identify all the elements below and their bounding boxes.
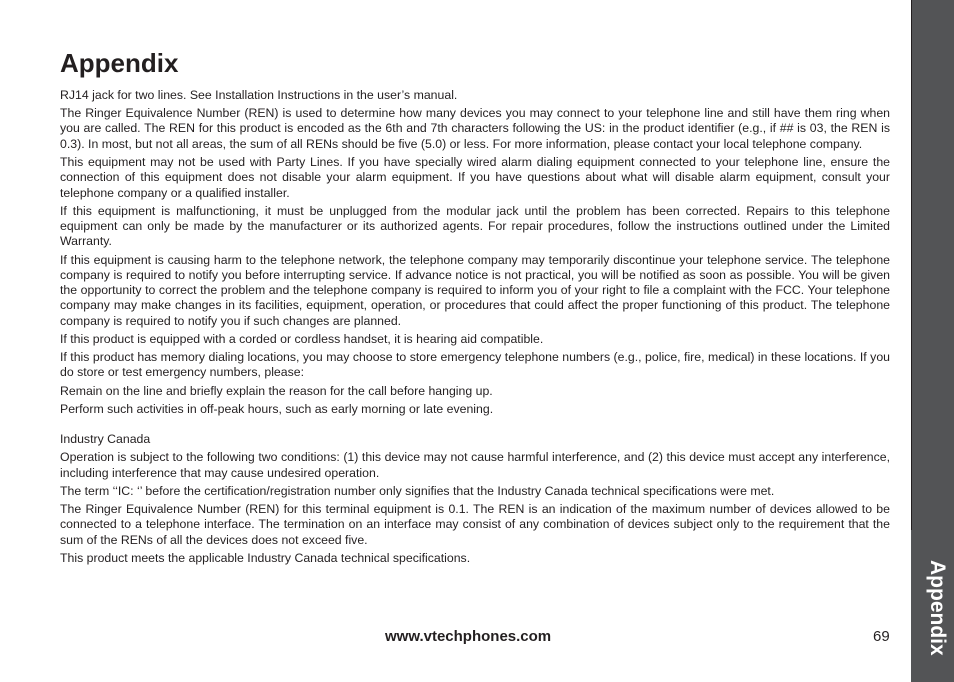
section-heading-industry-canada: Industry Canada: [60, 432, 151, 447]
paragraph: This equipment may not be used with Party Lines. If you have specially wired alarm dialing equipment connected to your telephone line, ensure the connection of this equipment does not disable your alarm equipment. If you have questions about what will disable alarm equipment, consult your telephone company or a qualified installer.: [60, 154, 890, 200]
paragraph: If this equipment is malfunctioning, it must be unplugged from the modular jack until the problem has been corrected. Repairs to this telephone equipment can only be made by the manufacturer or its authorized agents. For repair procedures, follow the instructions outlined under the Limited Warranty.: [60, 203, 890, 249]
paragraph: If this equipment is causing harm to the telephone network, the telephone company may temporarily discontinue your telephone service. The telephone company is required to notify you before interrupting service. If advance notice is not practical, you will be notified as soon as possible. You will be given the opportunity to correct the problem and the telephone company is required to inform you of your right to file a complaint with the FCC. Your telephone company may make changes in its facilities, equipment, operation, or procedures that could affect the proper functioning of this product. The telephone company is required to notify you if such changes are planned.: [60, 252, 890, 328]
side-tab-label: Appendix: [926, 560, 949, 656]
paragraph: RJ14 jack for two lines. See Installation Instructions in the user’s manual.: [60, 88, 458, 102]
paragraph: If this product is equipped with a corded or cordless handset, it is hearing aid compatible.: [60, 331, 544, 346]
page-title: Appendix: [60, 48, 179, 78]
side-divider: [911, 0, 912, 530]
paragraph: The Ringer Equivalence Number (REN) is used to determine how many devices you may connect to your telephone line and still have them ring when you are called. The REN for this product is encoded as the 6th and 7th characters following the US: in the product identifier (e.g., if ## is 03, the REN is 0.3). In most, but not all areas, the sum of all RENs should be five (5.0) or less. For more information, please contact your local telephone company.: [60, 106, 890, 151]
paragraph: Remain on the line and briefly explain the reason for the call before hanging up.: [60, 383, 493, 398]
body-text: [60, 88, 890, 569]
paragraph: This product meets the applicable Industry Canada technical specifications.: [60, 550, 471, 565]
paragraph: If this product has memory dialing locations, you may choose to store emergency telephone numbers (e.g., police, fire, medical) in these locations. If you do store or test emergency numbers, please:: [60, 350, 890, 380]
appendix-side-tab[interactable]: [911, 530, 954, 682]
paragraph: Perform such activities in off-peak hours, such as early morning or late evening.: [60, 401, 494, 416]
footer-website-link[interactable]: www.vtechphones.com: [385, 628, 552, 645]
paragraph: The Ringer Equivalence Number (REN) for this terminal equipment is 0.1. The REN is an indication of the maximum number of devices allowed to be connected to a telephone interface. The termination on an interface may consist of any combination of devices subject only to the requirement that the sum of the RENs of all the devices does not exceed five.: [60, 501, 890, 547]
page-number: 69: [873, 628, 890, 645]
paragraph: Operation is subject to the following two conditions: (1) this device may not cause harmful interference, and (2) this device must accept any interference, including interference that may cause undesired operation.: [60, 450, 890, 480]
paragraph: The term ‘‘IC: ‘’ before the certification/registration number only signifies that the Industry Canada technical specifications were met.: [60, 483, 775, 498]
